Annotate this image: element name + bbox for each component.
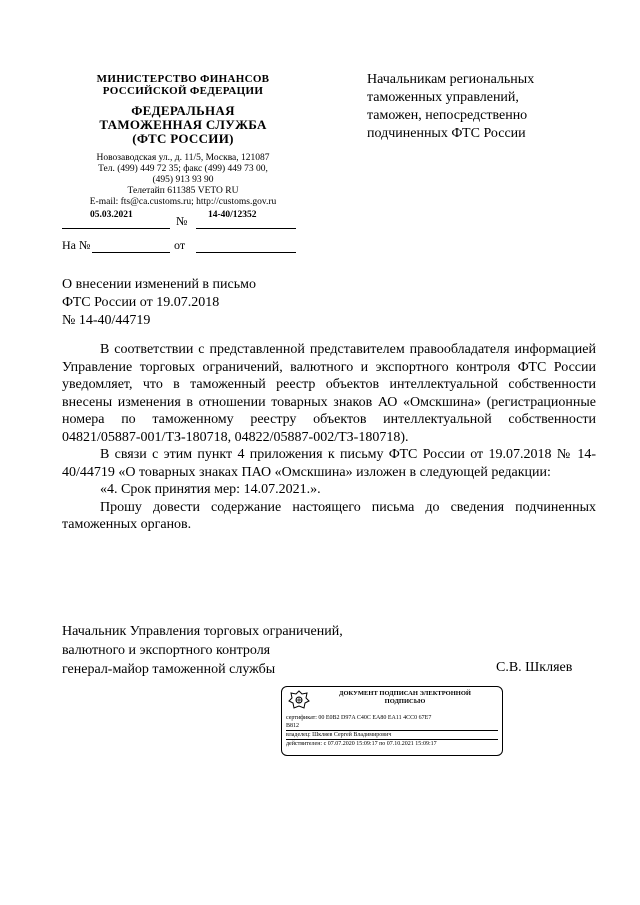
service-name	[58, 104, 308, 146]
addressee-line-2: таможенных управлений,	[367, 90, 519, 105]
addressee-line-3: таможен, непосредственно	[367, 108, 528, 123]
subject-line-3: № 14-40/44719	[62, 313, 151, 328]
signatory-name: С.В. Шкляев	[496, 660, 573, 675]
stamp-certificate-cont: B812	[286, 722, 498, 731]
stamp-certificate: сертификат: 00 E0B2 D97A C40C EA80 EA11 4CC0 67E7	[286, 715, 432, 721]
registration-number: 14-40/12352	[208, 210, 257, 220]
ministry-line-2: РОССИЙСКОЙ ФЕДЕРАЦИИ	[102, 85, 264, 97]
subject-line-1: О внесении изменений в письмо	[62, 277, 256, 292]
signatory-line-3: генерал-майор таможенной службы	[62, 662, 276, 677]
stamp-title-line-1: ДОКУМЕНТ ПОДПИСАН ЭЛЕКТРОННОЙ	[339, 690, 471, 697]
address: Новозаводская ул., д. 11/5, Москва, 121087	[96, 153, 270, 163]
reference-from-label: от	[174, 238, 186, 252]
reference-label: На №	[62, 238, 91, 252]
contact-block	[58, 153, 308, 208]
date-underline	[62, 228, 170, 229]
signatory-line-1: Начальник Управления торговых ограничений,	[62, 624, 343, 639]
body-paragraph-1: В соответствии с представленной представителем правообладателя информацией Управление торговых ограничений, валютного и экспортного контроля ФТС России уведомляет, что в таможенный реестр объектов интеллектуальной собственности внесены изменения в отношении товарных знаков АО «Омскшина» (регистрационные номера по таможенному реестру объектов интеллектуальной собственности 04821/05887-001/ТЗ-180718, 04822/05887-002/ТЗ-180718).	[62, 342, 596, 445]
stamp-owner: владелец: Шкляев Сергей Владимирович	[286, 731, 498, 740]
signatory-title	[62, 622, 382, 679]
stamp-title-line-2: ПОДПИСЬЮ	[384, 698, 426, 705]
body-paragraph-3: «4. Срок принятия мер: 14.07.2021.».	[100, 482, 321, 497]
telex: Телетайп 611385 VETO RU	[127, 186, 239, 196]
reference-underline	[92, 252, 170, 253]
addressee-line-1: Начальникам региональных	[367, 72, 535, 87]
body-paragraph-2: В связи с этим пункт 4 приложения к письму ФТС России от 19.07.2018 № 14-40/44719 «О товарных знаках ПАО «Омскшина» изложен в следующей редакции:	[62, 447, 596, 480]
service-line-3: (ФТС РОССИИ)	[132, 131, 234, 146]
addressee-line-4: подчиненных ФТС России	[367, 126, 526, 141]
phone: Тел. (499) 449 72 35; факс (499) 449 73 00,	[98, 164, 268, 174]
letter-body	[62, 341, 596, 534]
registration-date: 05.03.2021	[90, 210, 133, 220]
ministry-line-1: МИНИСТЕРСТВО ФИНАНСОВ	[96, 73, 270, 85]
coat-of-arms-emblem-icon	[287, 690, 311, 710]
stamp-details	[286, 714, 498, 748]
subject	[62, 276, 322, 330]
stamp-validity: действителен: с 07.07.2020 15:09:17 по 07.10.2021 15:09:17	[286, 741, 437, 747]
signatory-line-2: валютного и экспортного контроля	[62, 643, 271, 658]
service-line-1: ФЕДЕРАЛЬНАЯ	[131, 103, 235, 118]
ministry-name	[58, 73, 308, 97]
service-line-2: ТАМОЖЕННАЯ СЛУЖБА	[99, 117, 267, 132]
addressee	[367, 71, 597, 143]
email: E-mail: fts@ca.customs.ru; http://customs.gov.ru	[89, 197, 277, 207]
registration-number-label: №	[176, 214, 188, 228]
electronic-signature-stamp	[281, 686, 503, 756]
stamp-title	[312, 690, 498, 706]
phone-2: (495) 913 93 90	[152, 175, 214, 185]
number-underline	[196, 228, 296, 229]
reference-date-underline	[196, 252, 296, 253]
subject-line-2: ФТС России от 19.07.2018	[62, 295, 220, 310]
body-paragraph-4: Прошу довести содержание настоящего письма до сведения подчиненных таможенных органов.	[62, 499, 596, 532]
